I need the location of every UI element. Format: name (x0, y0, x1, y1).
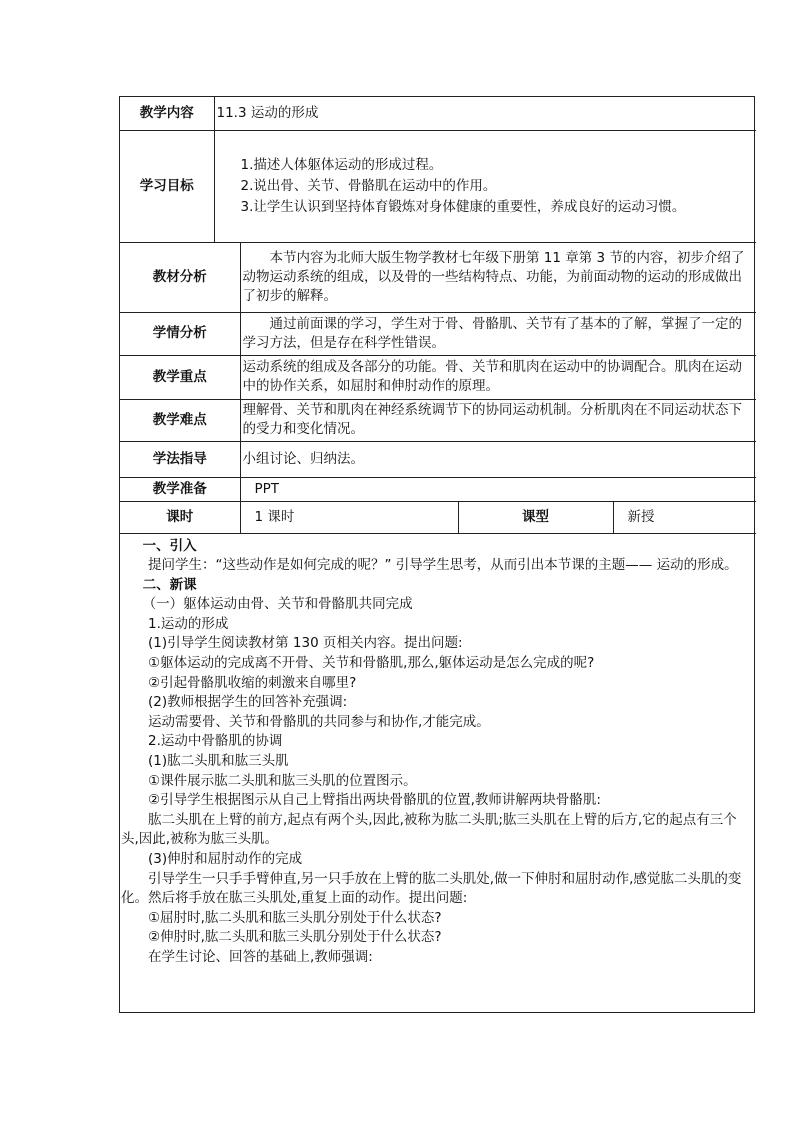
lesson-paragraph: ①屈肘时,肱二头肌和肱三头肌分别处于什么状态? (148, 909, 442, 926)
label-objectives: 学习目标 (120, 130, 214, 242)
lesson-paragraph: (3)伸肘和屈肘动作的完成 (148, 851, 303, 867)
objective-item: 1.描述人体躯体运动的形成过程。 (240, 156, 443, 173)
label-difficulties: 教学难点 (120, 399, 240, 441)
row-objectives (120, 130, 756, 242)
lesson-paragraph: 提问学生：“这些动作是如何完成的呢？” 引导学生思考，从而引出本节课的主题—— 运动的形成。 (148, 557, 738, 574)
row-content (120, 97, 756, 130)
lesson-plan-table (120, 97, 756, 534)
label-textbook: 教材分析 (120, 242, 240, 312)
lesson-paragraph: ②引导学生根据图示从自己上臂指出两块骨骼肌的位置,教师讲解两块骨骼肌: (148, 792, 601, 809)
lesson-plan-sheet (119, 96, 755, 1013)
lesson-paragraph: 一、引入 (142, 537, 197, 554)
lesson-paragraph: (1)引导学生阅读教材第 130 页相关内容。提出问题: (148, 635, 463, 652)
value-objectives (214, 130, 756, 242)
lesson-paragraph: 1.运动的形成 (148, 615, 229, 632)
value-lesson-type: 新授 (613, 501, 756, 533)
lesson-paragraph: (1)肱二头肌和肱三头肌 (148, 753, 289, 770)
label-prep: 教学准备 (120, 477, 240, 501)
lesson-paragraph: 肱二头肌在上臂的前方,起点有两个头,因此,被称为肱二头肌;肱三头肌在上臂的后方,它的起点有三个头,因此,被称为肱三头肌。 (121, 811, 737, 848)
value-content: 11.3 运动的形成 (214, 97, 756, 130)
value-students: 通过前面课的学习，学生对于骨、骨骼肌、关节有了基本的了解，掌握了一定的学习方法，但是存在科学性错误。 (240, 312, 756, 355)
value-textbook: 本节内容为北师大版生物学教材七年级下册第 11 章第 3 节的内容，初步介绍了动物运动系统的组成，以及骨的一些结构特点、功能，为前面动物的运动的形成做出了初步的解释。 (240, 242, 756, 312)
objective-item: 2.说出骨、关节、骨骼肌在运动中的作用。 (240, 177, 497, 194)
lesson-paragraph: ①课件展示肱二头肌和肱三头肌的位置图示。 (148, 772, 417, 789)
label-students: 学情分析 (120, 312, 240, 355)
row-method (120, 441, 756, 477)
lesson-paragraph: 引导学生一只手手臂伸直,另一只手放在上臂的肱二头肌处,做一下伸肘和屈肘动作,感觉肱二头肌的变化。然后将手放在肱三头肌处,重复上面的动作。提出问题: (121, 870, 742, 907)
value-key-points: 运动系统的组成及各部分的功能。骨、关节和肌肉在运动中的协调配合。肌肉在运动中的协作关系，如屈肘和伸肘动作的原理。 (240, 355, 756, 399)
lesson-process (120, 534, 754, 968)
row-period (120, 501, 756, 533)
lesson-paragraph: ②引起骨骼肌收缩的刺激来自哪里? (148, 674, 357, 691)
label-key-points: 教学重点 (120, 355, 240, 399)
value-prep: PPT (240, 477, 756, 501)
lesson-paragraph: 在学生讨论、回答的基础上,教师强调: (148, 948, 373, 965)
lesson-paragraph: 二、新课 (142, 576, 197, 593)
lesson-paragraph: ①躯体运动的完成离不开骨、关节和骨骼肌,那么,躯体运动是怎么完成的呢? (148, 655, 595, 672)
lesson-paragraph: 2.运动中骨骼肌的协调 (148, 733, 283, 750)
row-textbook (120, 242, 756, 312)
lesson-paragraph: 运动需要骨、关节和骨骼肌的共同参与和协作,才能完成。 (148, 713, 490, 730)
objective-item: 3.让学生认识到坚持体育锻炼对身体健康的重要性，养成良好的运动习惯。 (240, 198, 686, 215)
value-period: 1 课时 (240, 501, 458, 533)
row-key-points (120, 355, 756, 399)
label-period: 课时 (120, 501, 240, 533)
row-students (120, 312, 756, 355)
value-method: 小组讨论、归纳法。 (240, 441, 756, 477)
row-difficulties (120, 399, 756, 441)
row-prep (120, 477, 756, 501)
label-method: 学法指导 (120, 441, 240, 477)
lesson-paragraph: ②伸肘时,肱二头肌和肱三头肌分别处于什么状态? (148, 929, 442, 946)
label-lesson-type: 课型 (458, 501, 613, 533)
label-content: 教学内容 (120, 97, 214, 130)
lesson-paragraph: （一）躯体运动由骨、关节和骨骼肌共同完成 (142, 596, 413, 613)
lesson-paragraph: (2)教师根据学生的回答补充强调: (148, 694, 348, 711)
value-difficulties: 理解骨、关节和肌肉在神经系统调节下的协同运动机制。分析肌肉在不同运动状态下的受力和变化情况。 (240, 399, 756, 441)
